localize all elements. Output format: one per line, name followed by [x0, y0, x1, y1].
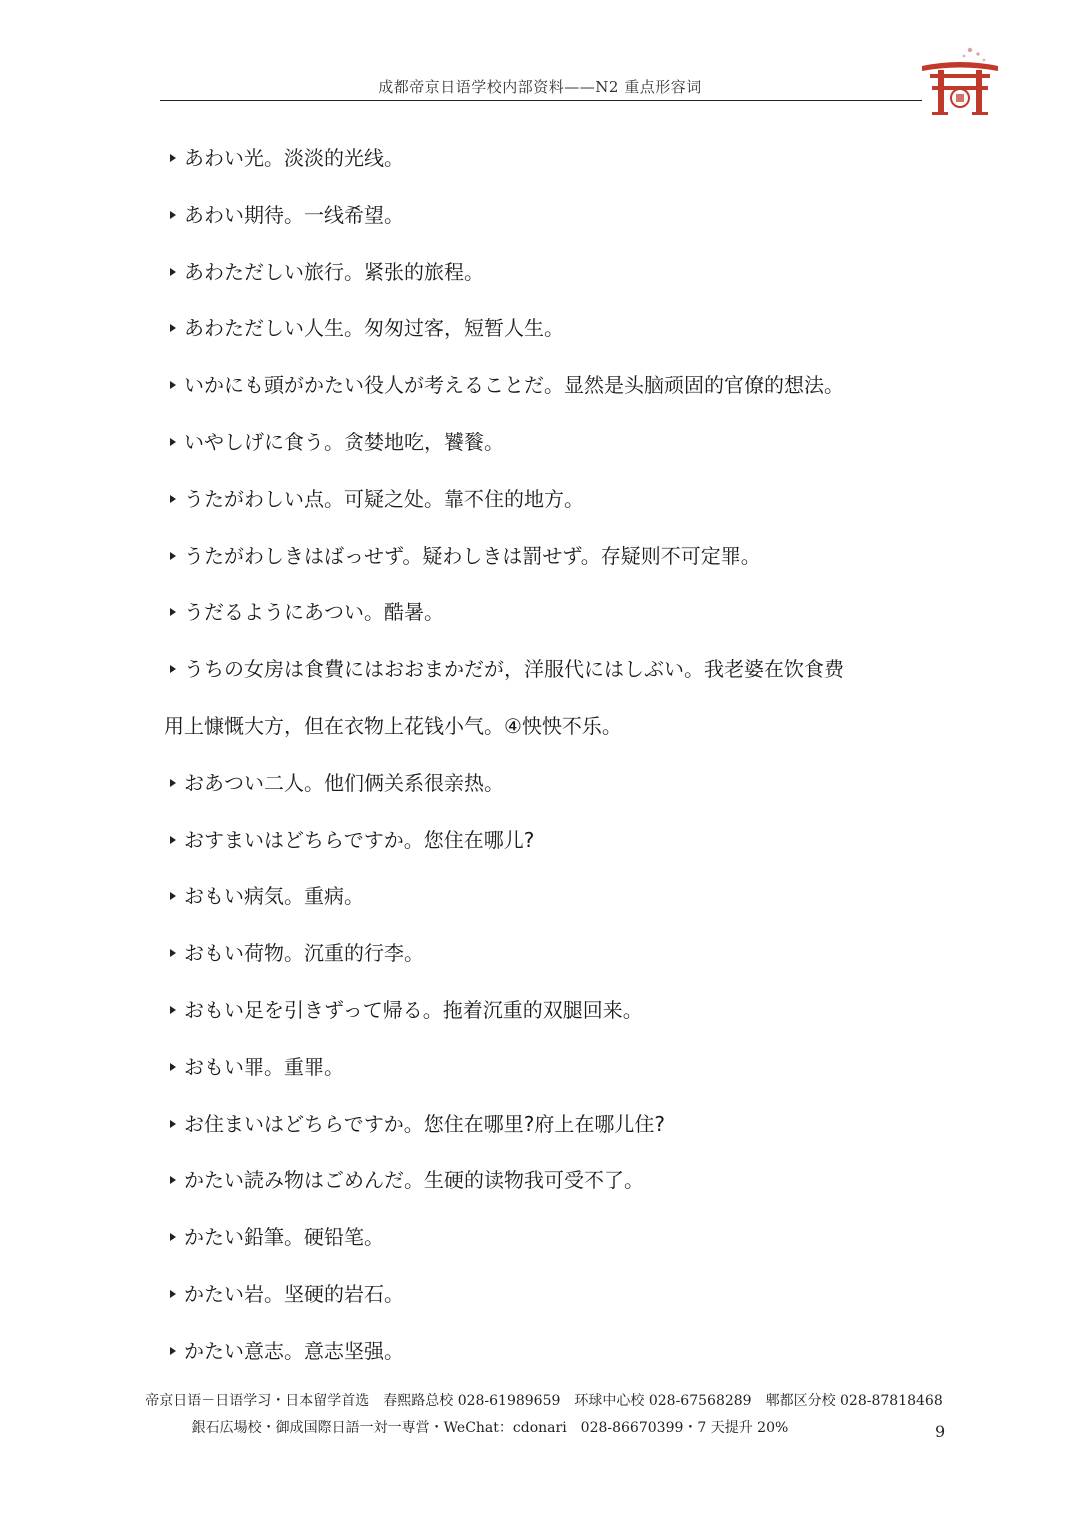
list-item: [164, 422, 944, 479]
list-item: [164, 1047, 944, 1104]
list-item-text: お住まいはどちらですか。您住在哪里?府上在哪儿住?: [184, 1111, 666, 1136]
bullet-icon: [170, 836, 176, 844]
list-item-text: うだるようにあつい。酷暑。: [184, 600, 444, 625]
list-item-text: おあつい二人。他们俩关系很亲热。: [184, 770, 504, 795]
list-item-text: うたがわしきはばっせず。疑わしきは罰せず。存疑则不可定罪。: [184, 543, 761, 568]
list-item: [164, 820, 944, 877]
list-item: [164, 252, 944, 309]
torii-gate-logo-icon: [918, 44, 1002, 116]
bullet-icon: [170, 1290, 176, 1298]
bullet-icon: [170, 438, 176, 446]
list-item-text: おもい病気。重病。: [184, 884, 364, 909]
bullet-icon: [170, 1347, 176, 1355]
list-item-text: かたい読み物はごめんだ。生硬的读物我可受不了。: [184, 1168, 644, 1193]
list-item: [164, 308, 944, 365]
list-item: [164, 876, 944, 933]
list-item: [164, 763, 944, 820]
bullet-icon: [170, 381, 176, 389]
list-item: [164, 933, 944, 990]
footer-contact-line-1: 帝京日语－日语学习・日本留学首选 春熙路总校 028-61989659 环球中心校 028-67568289 郫都区分校 028-87818468: [145, 1393, 943, 1409]
list-item-text: おもい足を引きずって帰る。拖着沉重的双腿回来。: [184, 997, 643, 1022]
bullet-icon: [170, 1233, 176, 1241]
header-divider: [160, 100, 922, 101]
bullet-icon: [170, 211, 176, 219]
list-item-text: かたい鉛筆。硬铅笔。: [184, 1225, 384, 1250]
list-item: [164, 138, 944, 195]
footer-contact-line-2: 銀石広場校・御成国際日語一対一専営・WeChat：cdonari 028-86670399・7 天提升 20%: [191, 1420, 789, 1436]
bullet-icon: [170, 1120, 176, 1128]
list-item-text: いかにも頭がかたい役人が考えることだ。显然是头脑顽固的官僚的想法。: [184, 373, 844, 398]
list-item: [164, 479, 944, 536]
list-item-text: かたい岩。坚硬的岩石。: [184, 1281, 404, 1306]
bullet-icon: [170, 949, 176, 957]
list-item-text: あわい期待。一线希望。: [184, 202, 404, 227]
list-item: [164, 365, 944, 422]
page-number: 9: [935, 1422, 946, 1441]
list-item-text: 用上慷慨大方，但在衣物上花钱小气。④怏怏不乐。: [164, 713, 622, 738]
bullet-icon: [170, 324, 176, 332]
vocabulary-list: [164, 138, 944, 1388]
list-item: [164, 1160, 944, 1217]
list-item-text: おもい荷物。沉重的行李。: [184, 941, 424, 966]
list-item-text: うちの女房は食費にはおおまかだが，洋服代にはしぶい。我老婆在饮食费: [184, 657, 844, 682]
list-item-text: あわい光。淡淡的光线。: [184, 146, 404, 170]
bullet-icon: [170, 779, 176, 787]
bullet-icon: [170, 892, 176, 900]
bullet-icon: [170, 1063, 176, 1071]
bullet-icon: [170, 154, 176, 162]
list-item-text: あわただしい旅行。紧张的旅程。: [184, 259, 484, 284]
list-item: [164, 592, 944, 649]
page-header-title: 成都帝京日语学校内部资料——N2 重点形容词: [378, 78, 702, 96]
list-item: [164, 1104, 944, 1161]
list-item-text: おもい罪。重罪。: [184, 1054, 344, 1079]
list-item: [164, 649, 944, 706]
list-item-text: おすまいはどちらですか。您住在哪儿?: [184, 827, 535, 852]
list-item-text: かたい意志。意志坚强。: [184, 1338, 404, 1363]
list-item: [164, 1274, 944, 1331]
bullet-icon: [170, 1176, 176, 1184]
list-item: [164, 990, 944, 1047]
list-item-text: いやしげに食う。贪婪地吃，饕餮。: [184, 429, 504, 454]
list-item: [164, 1217, 944, 1274]
bullet-icon: [170, 268, 176, 276]
list-item-text: うたがわしい点。可疑之处。靠不住的地方。: [184, 486, 584, 511]
bullet-icon: [170, 665, 176, 673]
bullet-icon: [170, 552, 176, 560]
list-item-text: あわただしい人生。匆匆过客，短暂人生。: [184, 316, 564, 341]
list-item: [164, 1331, 944, 1388]
bullet-icon: [170, 495, 176, 503]
list-item-continuation: [164, 706, 944, 763]
bullet-icon: [170, 608, 176, 616]
list-item: [164, 195, 944, 252]
bullet-icon: [170, 1006, 176, 1014]
list-item: [164, 536, 944, 593]
